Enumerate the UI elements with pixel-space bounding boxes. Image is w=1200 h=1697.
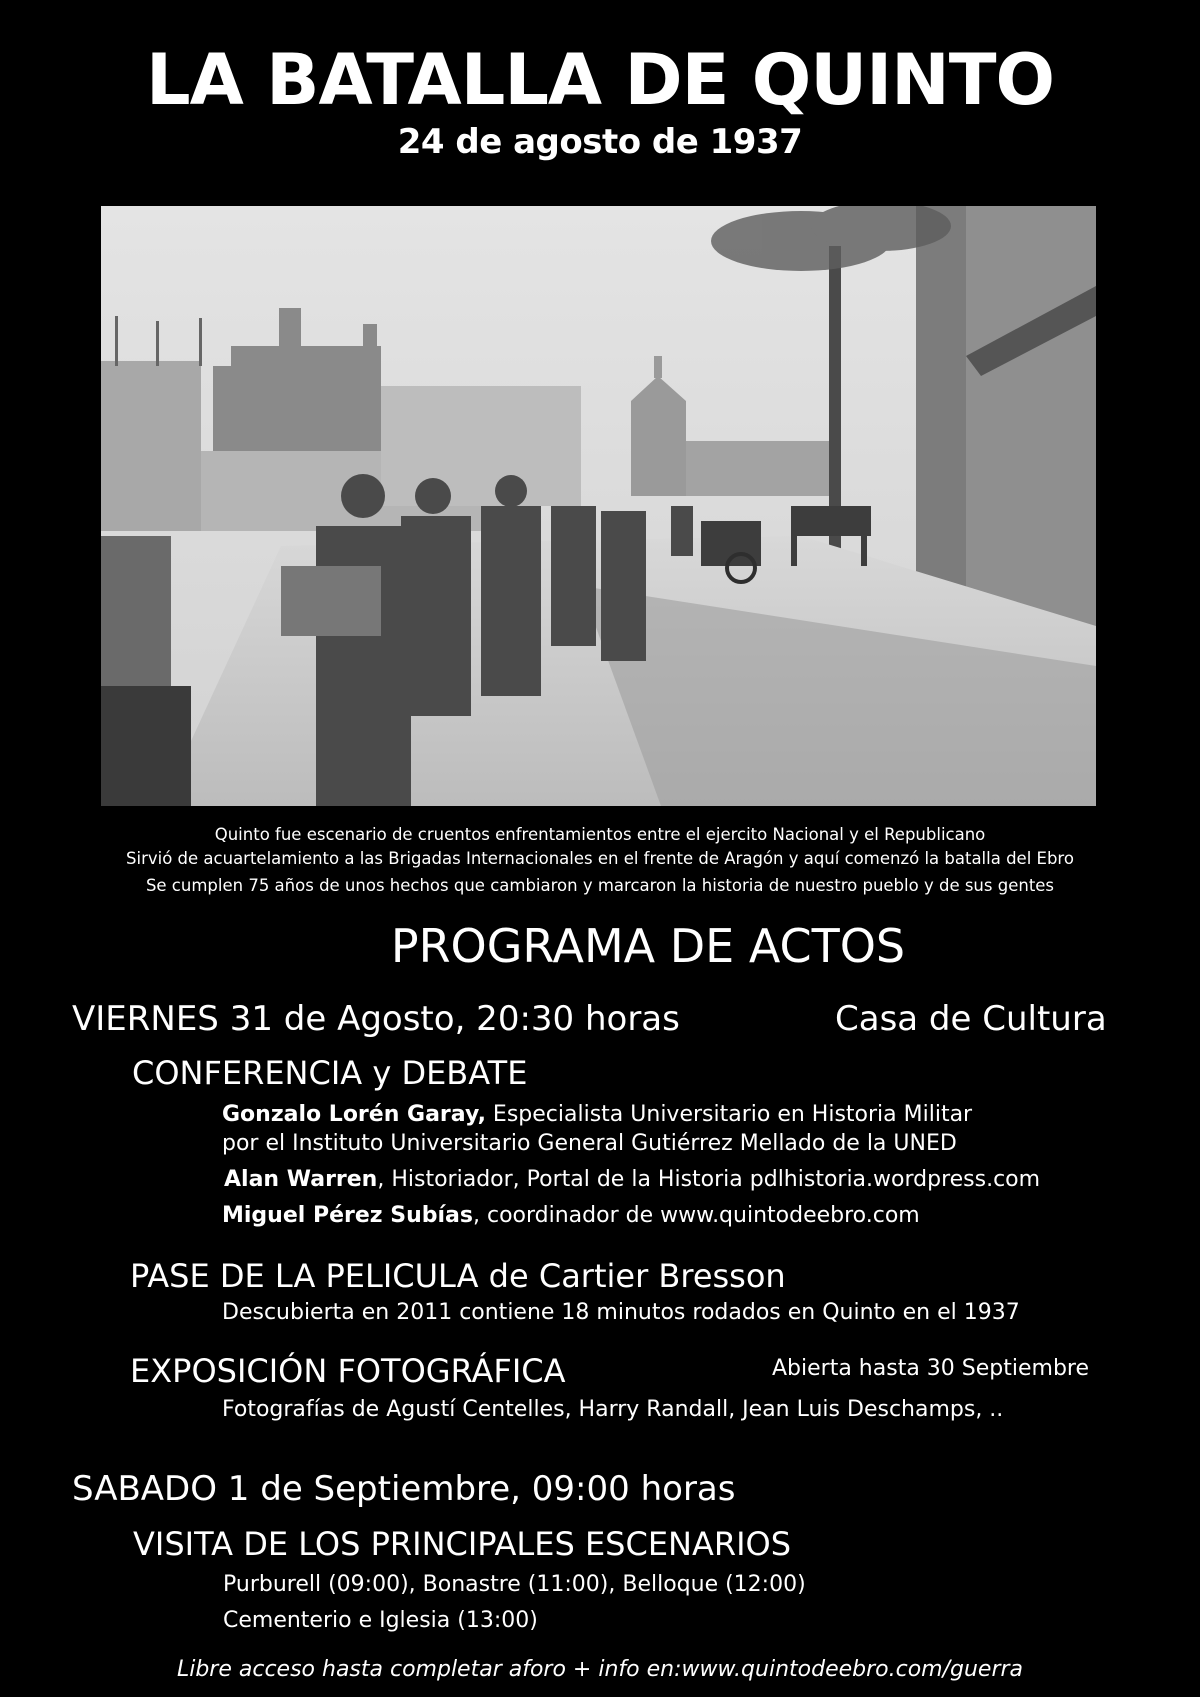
viernes-where: Casa de Cultura bbox=[835, 999, 1107, 1039]
exposicion-open-until: Abierta hasta 30 Septiembre bbox=[772, 1356, 1090, 1381]
pelicula-heading: PASE DE LA PELICULA de Cartier Bresson bbox=[130, 1257, 786, 1295]
speaker-3-desc: , coordinador de www.quintodeebro.com bbox=[472, 1203, 920, 1228]
caption-line-1: Quinto fue escenario de cruentos enfrentamientos entre el ejercito Nacional y el Republicano bbox=[214, 825, 986, 844]
speaker-2-desc: , Historiador, Portal de la Historia pdlhistoria.wordpress.com bbox=[377, 1167, 1041, 1192]
poster-date: 24 de agosto de 1937 bbox=[397, 122, 803, 162]
viernes-when: VIERNES 31 de Agosto, 20:30 horas bbox=[72, 999, 680, 1039]
speaker-1 bbox=[222, 1100, 972, 1130]
programa-title: PROGRAMA DE ACTOS bbox=[390, 919, 906, 973]
historical-photo-illustration bbox=[101, 206, 1096, 806]
speaker-2-name: Alan Warren bbox=[224, 1167, 378, 1192]
visita-line-1: Purburell (09:00), Bonastre (11:00), Belloque (12:00) bbox=[223, 1572, 806, 1597]
speaker-1-name: Gonzalo Lorén Garay, bbox=[222, 1102, 486, 1127]
speaker-2 bbox=[224, 1165, 1040, 1195]
caption-line-3: Se cumplen 75 años de unos hechos que cambiaron y marcaron la historia de nuestro pueblo y de sus gentes bbox=[145, 876, 1055, 895]
caption-line-2: Sirvió de acuartelamiento a las Brigadas Internacionales en el frente de Aragón y aquí comenzó la batalla del Ebro bbox=[126, 849, 1074, 868]
exposicion-heading: EXPOSICIÓN FOTOGRÁFICA bbox=[130, 1352, 566, 1390]
footer-info: Libre acceso hasta completar aforo + info en:www.quintodeebro.com/guerra bbox=[176, 1657, 1024, 1682]
speaker-3-name: Miguel Pérez Subías bbox=[222, 1203, 473, 1228]
sabado-when: SABADO 1 de Septiembre, 09:00 horas bbox=[72, 1469, 736, 1509]
speaker-1-desc-line-2: por el Instituto Universitario General Gutiérrez Mellado de la UNED bbox=[222, 1131, 957, 1156]
visita-heading: VISITA DE LOS PRINCIPALES ESCENARIOS bbox=[133, 1525, 792, 1563]
historical-photo bbox=[101, 206, 1096, 806]
poster-title: LA BATALLA DE QUINTO bbox=[145, 39, 1054, 121]
speaker-3 bbox=[222, 1201, 920, 1231]
exposicion-desc: Fotografías de Agustí Centelles, Harry Randall, Jean Luis Deschamps, .. bbox=[222, 1397, 1004, 1422]
visita-line-2: Cementerio e Iglesia (13:00) bbox=[223, 1608, 538, 1633]
pelicula-desc: Descubierta en 2011 contiene 18 minutos rodados en Quinto en el 1937 bbox=[222, 1300, 1020, 1325]
conferencia-heading: CONFERENCIA y DEBATE bbox=[132, 1054, 528, 1092]
speaker-1-desc: Especialista Universitario en Historia Militar bbox=[485, 1102, 973, 1127]
